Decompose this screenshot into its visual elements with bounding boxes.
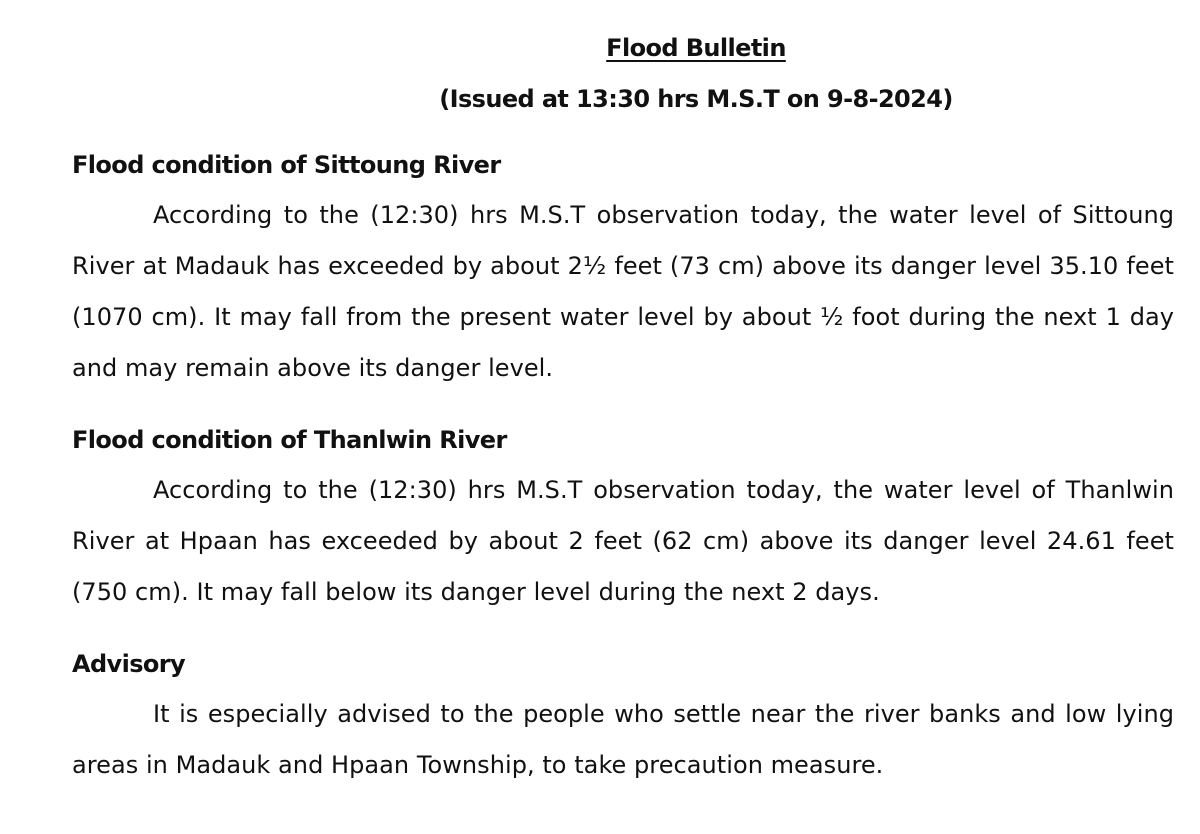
section-heading: Flood condition of Thanlwin River (72, 426, 507, 454)
section-heading: Flood condition of Sittoung River (72, 151, 501, 179)
section-heading: Advisory (72, 650, 186, 678)
section-body: According to the (12:30) hrs M.S.T observation today, the water level of Sittoung River at Madauk has exceeded by about 2½ feet (73 cm) above its danger level 35.10 feet (1070 cm). It may fall from the present water level by about ½ foot during the next 1 day and may remain above its danger level. (72, 201, 1174, 382)
bulletin-page (72, 28, 1174, 791)
bulletin-title-text: Flood Bulletin (606, 34, 786, 62)
section-advisory (72, 647, 1174, 791)
section-body: According to the (12:30) hrs M.S.T observation today, the water level of Thanlwin River at Hpaan has exceeded by about 2 feet (62 cm) above its danger level 24.61 feet (750 cm). It may fall below its danger level during the next 2 days. (72, 476, 1174, 606)
bulletin-title (145, 28, 1200, 68)
section-sittoung-river (72, 148, 1174, 394)
section-thanlwin-river (72, 423, 1174, 618)
bulletin-issued-line: (Issued at 13:30 hrs M.S.T on 9-8-2024) (439, 85, 953, 113)
section-body: It is especially advised to the people who settle near the river banks and low lying areas in Madauk and Hpaan Township, to take precaution measure. (72, 700, 1174, 779)
